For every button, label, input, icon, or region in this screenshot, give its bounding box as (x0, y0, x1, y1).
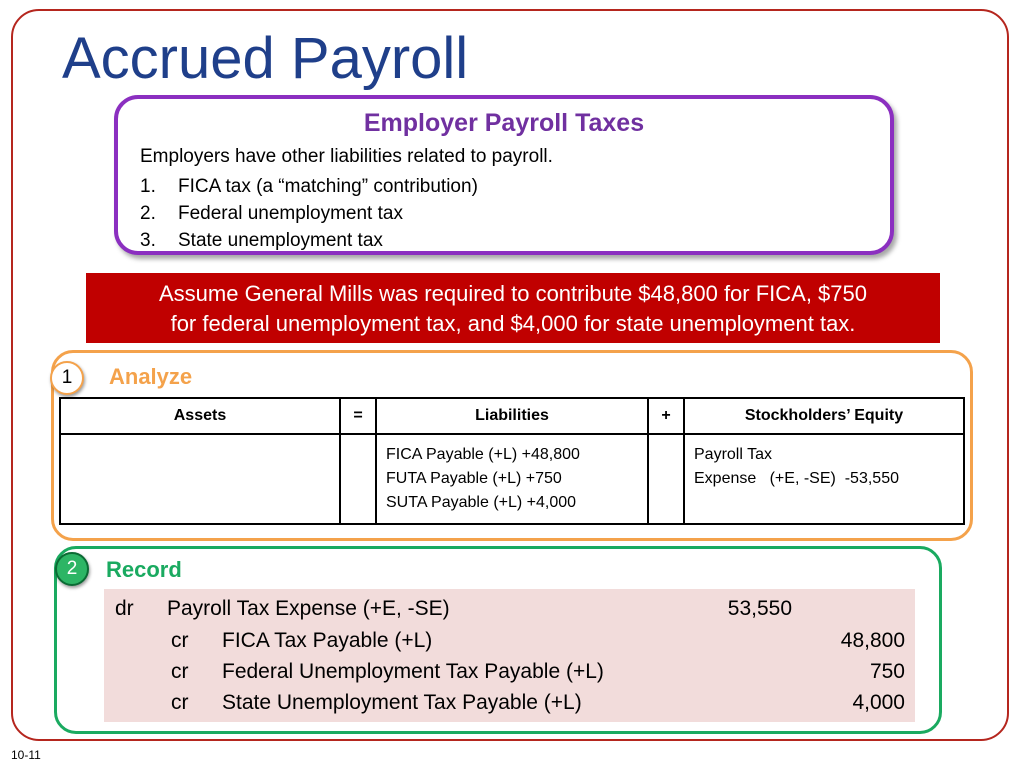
journal-row (104, 593, 915, 624)
entry-type: cr (171, 691, 189, 714)
equity-line: Payroll Tax (694, 446, 772, 463)
entry-account: Payroll Tax Expense (+E, -SE) (167, 597, 450, 620)
assets-cell (60, 434, 340, 524)
equity-header: Stockholders’ Equity (684, 398, 964, 434)
equity-line: Expense (+E, -SE) -53,550 (694, 470, 899, 487)
entry-credit: 750 (869, 660, 905, 683)
entry-account: FICA Tax Payable (+L) (222, 629, 433, 652)
employer-taxes-list (140, 173, 478, 254)
journal-row (104, 656, 915, 687)
list-item-text: Federal unemployment tax (178, 203, 403, 224)
list-item-number: 1. (140, 176, 156, 197)
equals-cell (340, 434, 376, 524)
step-1-badge: 1 (50, 361, 84, 395)
assumption-line-2: for federal unemployment tax, and $4,000 for state unemployment tax. (170, 311, 856, 336)
list-item (140, 227, 478, 254)
list-item (140, 200, 478, 227)
equation-header-row (60, 398, 964, 434)
list-item-number: 3. (140, 230, 156, 251)
accounting-equation-table (59, 397, 965, 525)
step-2-badge: 2 (55, 552, 89, 586)
employer-taxes-intro: Employers have other liabilities related to payroll. (140, 146, 553, 167)
liability-line: FUTA Payable (+L) +750 (386, 470, 562, 487)
liability-line: SUTA Payable (+L) +4,000 (386, 494, 577, 511)
assumption-line-1: Assume General Mills was required to contribute $48,800 for FICA, $750 (158, 281, 868, 306)
assets-header: Assets (60, 398, 340, 434)
liabilities-cell (376, 434, 648, 524)
journal-entry (104, 589, 915, 722)
entry-debit: 53,550 (727, 597, 792, 620)
plus-sign: + (648, 398, 684, 434)
list-item-text: FICA tax (a “matching” contribution) (178, 176, 478, 197)
entry-type: cr (171, 629, 189, 652)
equals-sign: = (340, 398, 376, 434)
assumption-banner (86, 273, 940, 343)
plus-cell (648, 434, 684, 524)
liabilities-header: Liabilities (376, 398, 648, 434)
equation-body-row (60, 434, 964, 524)
entry-credit: 4,000 (852, 691, 905, 714)
entry-credit: 48,800 (840, 629, 905, 652)
list-item (140, 173, 478, 200)
journal-row (104, 625, 915, 656)
analyze-label: Analyze (109, 364, 193, 389)
entry-type: dr (115, 597, 134, 620)
journal-row (104, 687, 915, 718)
entry-type: cr (171, 660, 189, 683)
entry-account: Federal Unemployment Tax Payable (+L) (222, 660, 604, 683)
page-title: Accrued Payroll (62, 26, 469, 91)
entry-account: State Unemployment Tax Payable (+L) (222, 691, 582, 714)
employer-taxes-title: Employer Payroll Taxes (363, 109, 645, 137)
list-item-text: State unemployment tax (178, 230, 383, 251)
list-item-number: 2. (140, 203, 156, 224)
liability-line: FICA Payable (+L) +48,800 (386, 446, 580, 463)
employer-taxes-box (114, 95, 894, 255)
record-label: Record (106, 557, 182, 582)
page-number: 10-11 (11, 748, 41, 762)
equity-cell (684, 434, 964, 524)
